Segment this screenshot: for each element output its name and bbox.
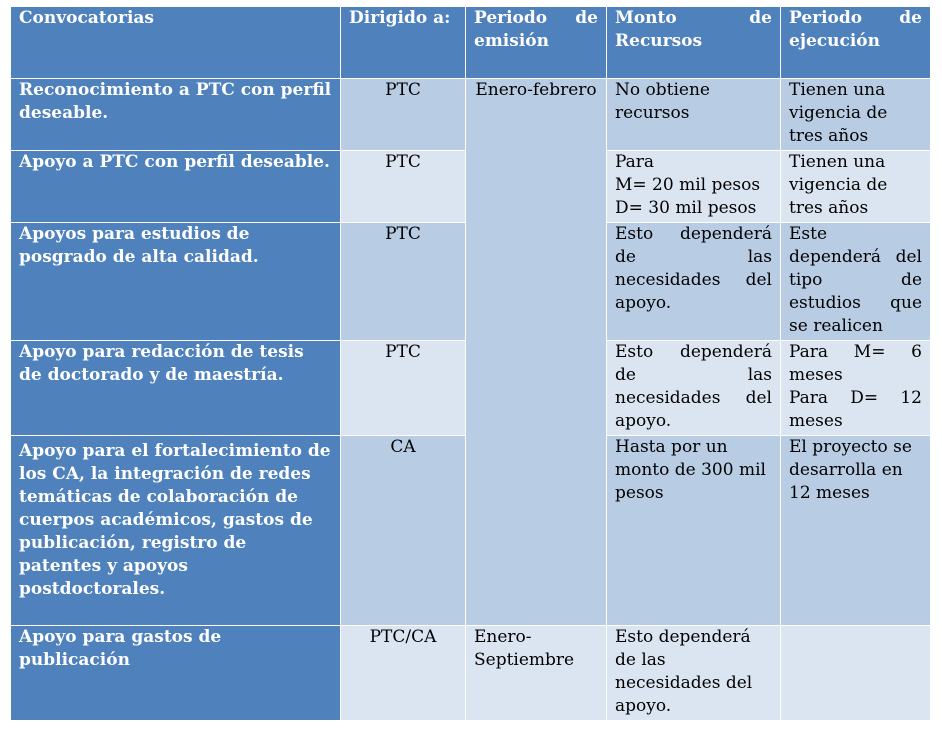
convocatoria-cell: Apoyo para redacción de tesis de doctorado y de maestría. — [11, 341, 341, 436]
ejecucion-cell — [781, 341, 931, 436]
dirigido-cell: PTC — [341, 223, 466, 341]
ejecucion-cell: Tienen una vigencia de tres años — [781, 79, 931, 151]
header-monto: Monto de Recursos — [607, 7, 781, 79]
periodo-emision-cell: Enero-febrero — [466, 79, 607, 626]
header-convocatorias: Convocatorias — [11, 7, 341, 79]
header-periodo-ejecucion: Periodo de ejecución — [781, 7, 931, 79]
monto-cell: No obtiene recursos — [607, 79, 781, 151]
convocatoria-cell: Apoyos para estudios de posgrado de alta calidad. — [11, 223, 341, 341]
monto-cell: Hasta por un monto de 300 mil pesos — [607, 436, 781, 626]
dirigido-cell: PTC/CA — [341, 626, 466, 721]
periodo-emision-cell: Enero-Septiembre — [466, 626, 607, 721]
monto-cell: Esto dependerá de las necesidades del apoyo. — [607, 223, 781, 341]
table-row — [11, 626, 931, 721]
dirigido-cell: PTC — [341, 151, 466, 223]
monto-line: M= 20 mil pesos — [615, 175, 761, 195]
ejecucion-cell: Tienen una vigencia de tres años — [781, 151, 931, 223]
dirigido-cell: CA — [341, 436, 466, 626]
ejecucion-line: Para M= 6 meses — [789, 342, 922, 385]
convocatorias-table — [10, 6, 931, 721]
monto-cell: Esto dependerá de las necesidades del apoyo. — [607, 626, 781, 721]
header-row — [11, 7, 931, 79]
header-dirigido: Dirigido a: — [341, 7, 466, 79]
monto-cell: Esto dependerá de las necesidades del apoyo. — [607, 341, 781, 436]
table-row — [11, 79, 931, 151]
ejecucion-cell — [781, 626, 931, 721]
monto-cell — [607, 151, 781, 223]
convocatoria-cell: Reconocimiento a PTC con perfil deseable. — [11, 79, 341, 151]
ejecucion-cell: El proyecto se desarrolla en 12 meses — [781, 436, 931, 626]
monto-line: Para — [615, 152, 655, 172]
dirigido-cell: PTC — [341, 341, 466, 436]
header-periodo-emision: Periodo de emisión — [466, 7, 607, 79]
ejecucion-line: Para D= 12 meses — [789, 388, 922, 431]
convocatoria-cell: Apoyo para el fortalecimiento de los CA, la integración de redes temáticas de colaboración de cuerpos académicos, gastos de publicación, registro de patentes y apoyos postdoctorales. — [11, 436, 341, 626]
monto-line: D= 30 mil pesos — [615, 198, 757, 218]
convocatoria-cell: Apoyo para gastos de publicación — [11, 626, 341, 721]
dirigido-cell: PTC — [341, 79, 466, 151]
convocatoria-cell: Apoyo a PTC con perfil deseable. — [11, 151, 341, 223]
ejecucion-cell: Este dependerá del tipo de estudios que se realicen — [781, 223, 931, 341]
